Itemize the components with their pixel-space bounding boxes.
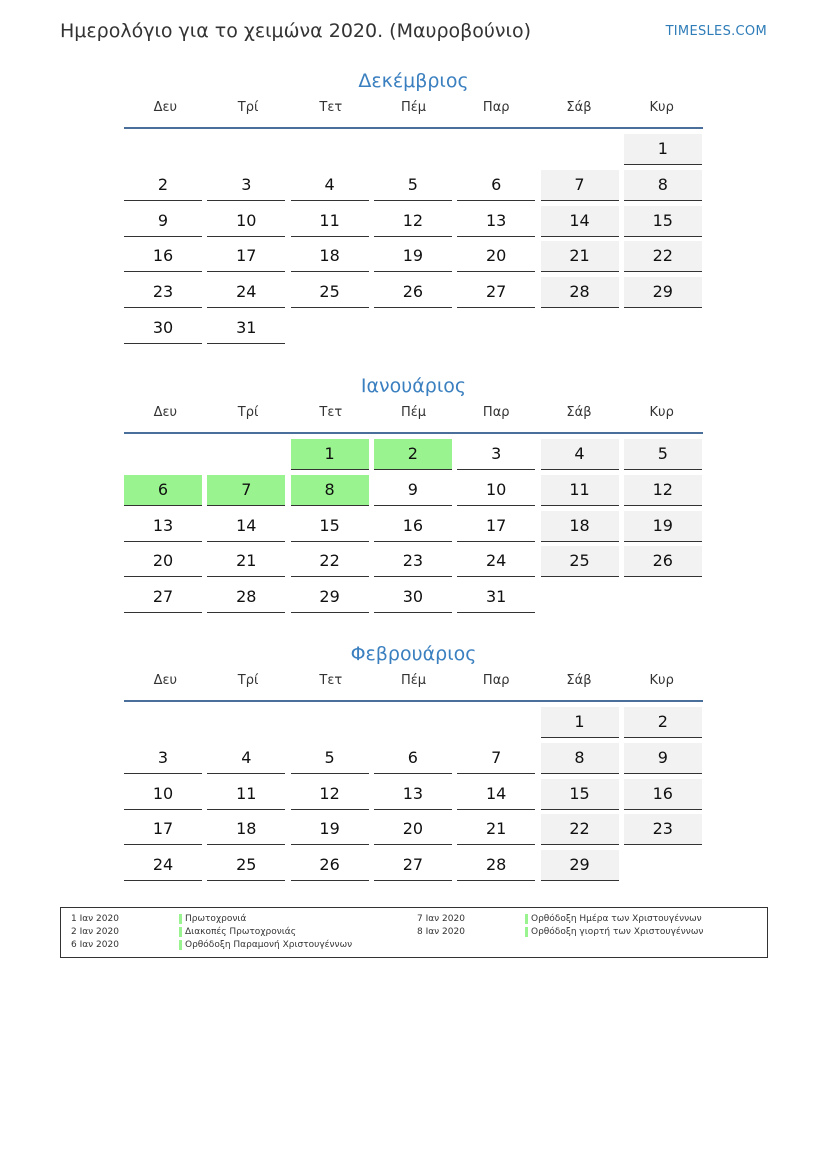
- day-cell[interactable]: 28: [541, 277, 619, 308]
- day-cell[interactable]: 26: [624, 546, 702, 577]
- day-cell[interactable]: 18: [541, 511, 619, 542]
- day-cell[interactable]: 5: [374, 170, 452, 201]
- day-cell[interactable]: 1: [291, 439, 369, 470]
- day-cell[interactable]: 13: [124, 511, 202, 542]
- day-cell[interactable]: 1: [541, 707, 619, 738]
- day-cell[interactable]: 19: [291, 814, 369, 845]
- weekday-label: Πέμ: [400, 100, 427, 115]
- day-cell[interactable]: 3: [124, 743, 202, 774]
- day-cell[interactable]: 11: [207, 779, 285, 810]
- weekday-header: [124, 403, 703, 431]
- page-title: Ημερολόγιο για το χειμώνα 2020. (Μαυροβούνιο): [60, 20, 531, 42]
- day-cell[interactable]: 27: [374, 850, 452, 881]
- day-cell[interactable]: 9: [374, 475, 452, 506]
- day-cell[interactable]: 19: [624, 511, 702, 542]
- day-cell[interactable]: 6: [457, 170, 535, 201]
- day-cell[interactable]: 21: [457, 814, 535, 845]
- day-cell[interactable]: 4: [541, 439, 619, 470]
- weekday-label: Παρ: [482, 100, 510, 115]
- legend-entry: [417, 913, 757, 925]
- day-cell[interactable]: 27: [457, 277, 535, 308]
- day-cell[interactable]: 3: [207, 170, 285, 201]
- weekday-label: Κυρ: [649, 405, 674, 420]
- day-cell[interactable]: 8: [624, 170, 702, 201]
- day-cell[interactable]: 18: [207, 814, 285, 845]
- legend-holiday-name: Διακοπές Πρωτοχρονιάς: [179, 926, 296, 938]
- day-cell[interactable]: 30: [124, 313, 202, 344]
- day-cell[interactable]: 22: [624, 241, 702, 272]
- weekday-label: Σάβ: [566, 100, 592, 115]
- month-calendar: [124, 641, 703, 886]
- day-cell[interactable]: 14: [541, 206, 619, 237]
- legend-entry: [71, 913, 411, 925]
- day-cell[interactable]: 10: [207, 206, 285, 237]
- day-cell[interactable]: 12: [374, 206, 452, 237]
- day-cell[interactable]: 26: [374, 277, 452, 308]
- weekday-label: Δευ: [153, 100, 178, 115]
- day-cell[interactable]: 21: [207, 546, 285, 577]
- legend-entry: [71, 926, 411, 938]
- weekday-label: Τρί: [237, 673, 259, 688]
- day-cell[interactable]: 20: [457, 241, 535, 272]
- legend-holiday-name: Ορθόδοξη Ημέρα των Χριστουγέννων: [525, 913, 702, 925]
- days-grid: [124, 439, 703, 618]
- day-cell[interactable]: 7: [207, 475, 285, 506]
- weekday-label: Σάβ: [566, 405, 592, 420]
- day-cell[interactable]: 24: [457, 546, 535, 577]
- day-cell[interactable]: 31: [207, 313, 285, 344]
- day-cell[interactable]: 20: [124, 546, 202, 577]
- brand-logo-text[interactable]: TIMESLES.COM: [665, 24, 767, 39]
- day-cell[interactable]: 16: [624, 779, 702, 810]
- day-cell[interactable]: 28: [207, 582, 285, 613]
- day-cell[interactable]: 14: [207, 511, 285, 542]
- month-calendar: [124, 373, 703, 618]
- day-cell[interactable]: 29: [541, 850, 619, 881]
- day-cell[interactable]: 5: [291, 743, 369, 774]
- weekday-label: Πέμ: [400, 405, 427, 420]
- legend-date: 7 Ιαν 2020: [417, 914, 465, 924]
- day-cell[interactable]: 26: [291, 850, 369, 881]
- month-calendar: [124, 68, 703, 349]
- weekday-label: Δευ: [153, 405, 178, 420]
- days-grid: [124, 134, 703, 349]
- legend-holiday-name: Ορθόδοξη Παραμονή Χριστουγέννων: [179, 939, 352, 951]
- day-cell[interactable]: 12: [291, 779, 369, 810]
- day-cell[interactable]: 7: [541, 170, 619, 201]
- legend-date: 1 Ιαν 2020: [71, 914, 119, 924]
- day-cell[interactable]: 13: [374, 779, 452, 810]
- weekday-label: Κυρ: [649, 100, 674, 115]
- legend-entry: [71, 939, 411, 951]
- day-cell[interactable]: 22: [541, 814, 619, 845]
- weekday-label: Τετ: [319, 405, 343, 420]
- day-cell[interactable]: 17: [124, 814, 202, 845]
- day-cell[interactable]: 10: [457, 475, 535, 506]
- day-cell[interactable]: 23: [624, 814, 702, 845]
- day-cell[interactable]: 15: [291, 511, 369, 542]
- day-cell[interactable]: 12: [624, 475, 702, 506]
- day-cell[interactable]: 11: [291, 206, 369, 237]
- legend-holiday-name: Ορθόδοξη γιορτή των Χριστουγέννων: [525, 926, 703, 938]
- day-cell[interactable]: 17: [457, 511, 535, 542]
- day-cell[interactable]: 16: [374, 511, 452, 542]
- legend-holiday-name: Πρωτοχρονιά: [179, 913, 246, 925]
- day-cell[interactable]: 30: [374, 582, 452, 613]
- header-divider: [124, 432, 703, 434]
- weekday-header: [124, 98, 703, 126]
- days-grid: [124, 707, 703, 886]
- day-cell[interactable]: 25: [207, 850, 285, 881]
- day-cell[interactable]: 18: [291, 241, 369, 272]
- day-cell[interactable]: 4: [291, 170, 369, 201]
- weekday-label: Σάβ: [566, 673, 592, 688]
- day-cell[interactable]: 2: [624, 707, 702, 738]
- day-cell[interactable]: 9: [624, 743, 702, 774]
- day-cell[interactable]: 19: [374, 241, 452, 272]
- day-cell[interactable]: 23: [374, 546, 452, 577]
- day-cell[interactable]: 7: [457, 743, 535, 774]
- day-cell[interactable]: 17: [207, 241, 285, 272]
- day-cell[interactable]: 6: [124, 475, 202, 506]
- weekday-label: Δευ: [153, 673, 178, 688]
- day-cell[interactable]: 24: [124, 850, 202, 881]
- day-cell[interactable]: 3: [457, 439, 535, 470]
- header-divider: [124, 700, 703, 702]
- legend-date: 8 Ιαν 2020: [417, 927, 465, 937]
- day-cell[interactable]: 8: [541, 743, 619, 774]
- day-cell[interactable]: 4: [207, 743, 285, 774]
- weekday-label: Τρί: [237, 405, 259, 420]
- day-cell[interactable]: 29: [624, 277, 702, 308]
- day-cell[interactable]: 31: [457, 582, 535, 613]
- day-cell[interactable]: 28: [457, 850, 535, 881]
- day-cell[interactable]: 20: [374, 814, 452, 845]
- day-cell[interactable]: 22: [291, 546, 369, 577]
- weekday-label: Τετ: [319, 673, 343, 688]
- legend-date: 6 Ιαν 2020: [71, 940, 119, 950]
- day-cell[interactable]: 29: [291, 582, 369, 613]
- day-cell[interactable]: 8: [291, 475, 369, 506]
- month-title: Φεβρουάριος: [350, 643, 477, 665]
- day-cell[interactable]: 25: [291, 277, 369, 308]
- weekday-label: Παρ: [482, 673, 510, 688]
- header-divider: [124, 127, 703, 129]
- day-cell[interactable]: 27: [124, 582, 202, 613]
- month-title: Δεκέμβριος: [358, 70, 469, 92]
- legend-entry: [417, 926, 757, 938]
- day-cell[interactable]: 25: [541, 546, 619, 577]
- day-cell[interactable]: 16: [124, 241, 202, 272]
- day-cell[interactable]: 1: [624, 134, 702, 165]
- holiday-legend: [60, 907, 768, 958]
- weekday-header: [124, 671, 703, 699]
- day-cell[interactable]: 9: [124, 206, 202, 237]
- day-cell[interactable]: 2: [374, 439, 452, 470]
- day-cell[interactable]: 5: [624, 439, 702, 470]
- day-cell[interactable]: 14: [457, 779, 535, 810]
- weekday-label: Τρί: [237, 100, 259, 115]
- day-cell[interactable]: 13: [457, 206, 535, 237]
- weekday-label: Τετ: [319, 100, 343, 115]
- day-cell[interactable]: 2: [124, 170, 202, 201]
- weekday-label: Κυρ: [649, 673, 674, 688]
- day-cell[interactable]: 6: [374, 743, 452, 774]
- weekday-label: Πέμ: [400, 673, 427, 688]
- day-cell[interactable]: 21: [541, 241, 619, 272]
- legend-date: 2 Ιαν 2020: [71, 927, 119, 937]
- day-cell[interactable]: 15: [541, 779, 619, 810]
- weekday-label: Παρ: [482, 405, 510, 420]
- day-cell[interactable]: 15: [624, 206, 702, 237]
- day-cell[interactable]: 11: [541, 475, 619, 506]
- day-cell[interactable]: 10: [124, 779, 202, 810]
- day-cell[interactable]: 23: [124, 277, 202, 308]
- day-cell[interactable]: 24: [207, 277, 285, 308]
- month-title: Ιανουάριος: [360, 375, 467, 397]
